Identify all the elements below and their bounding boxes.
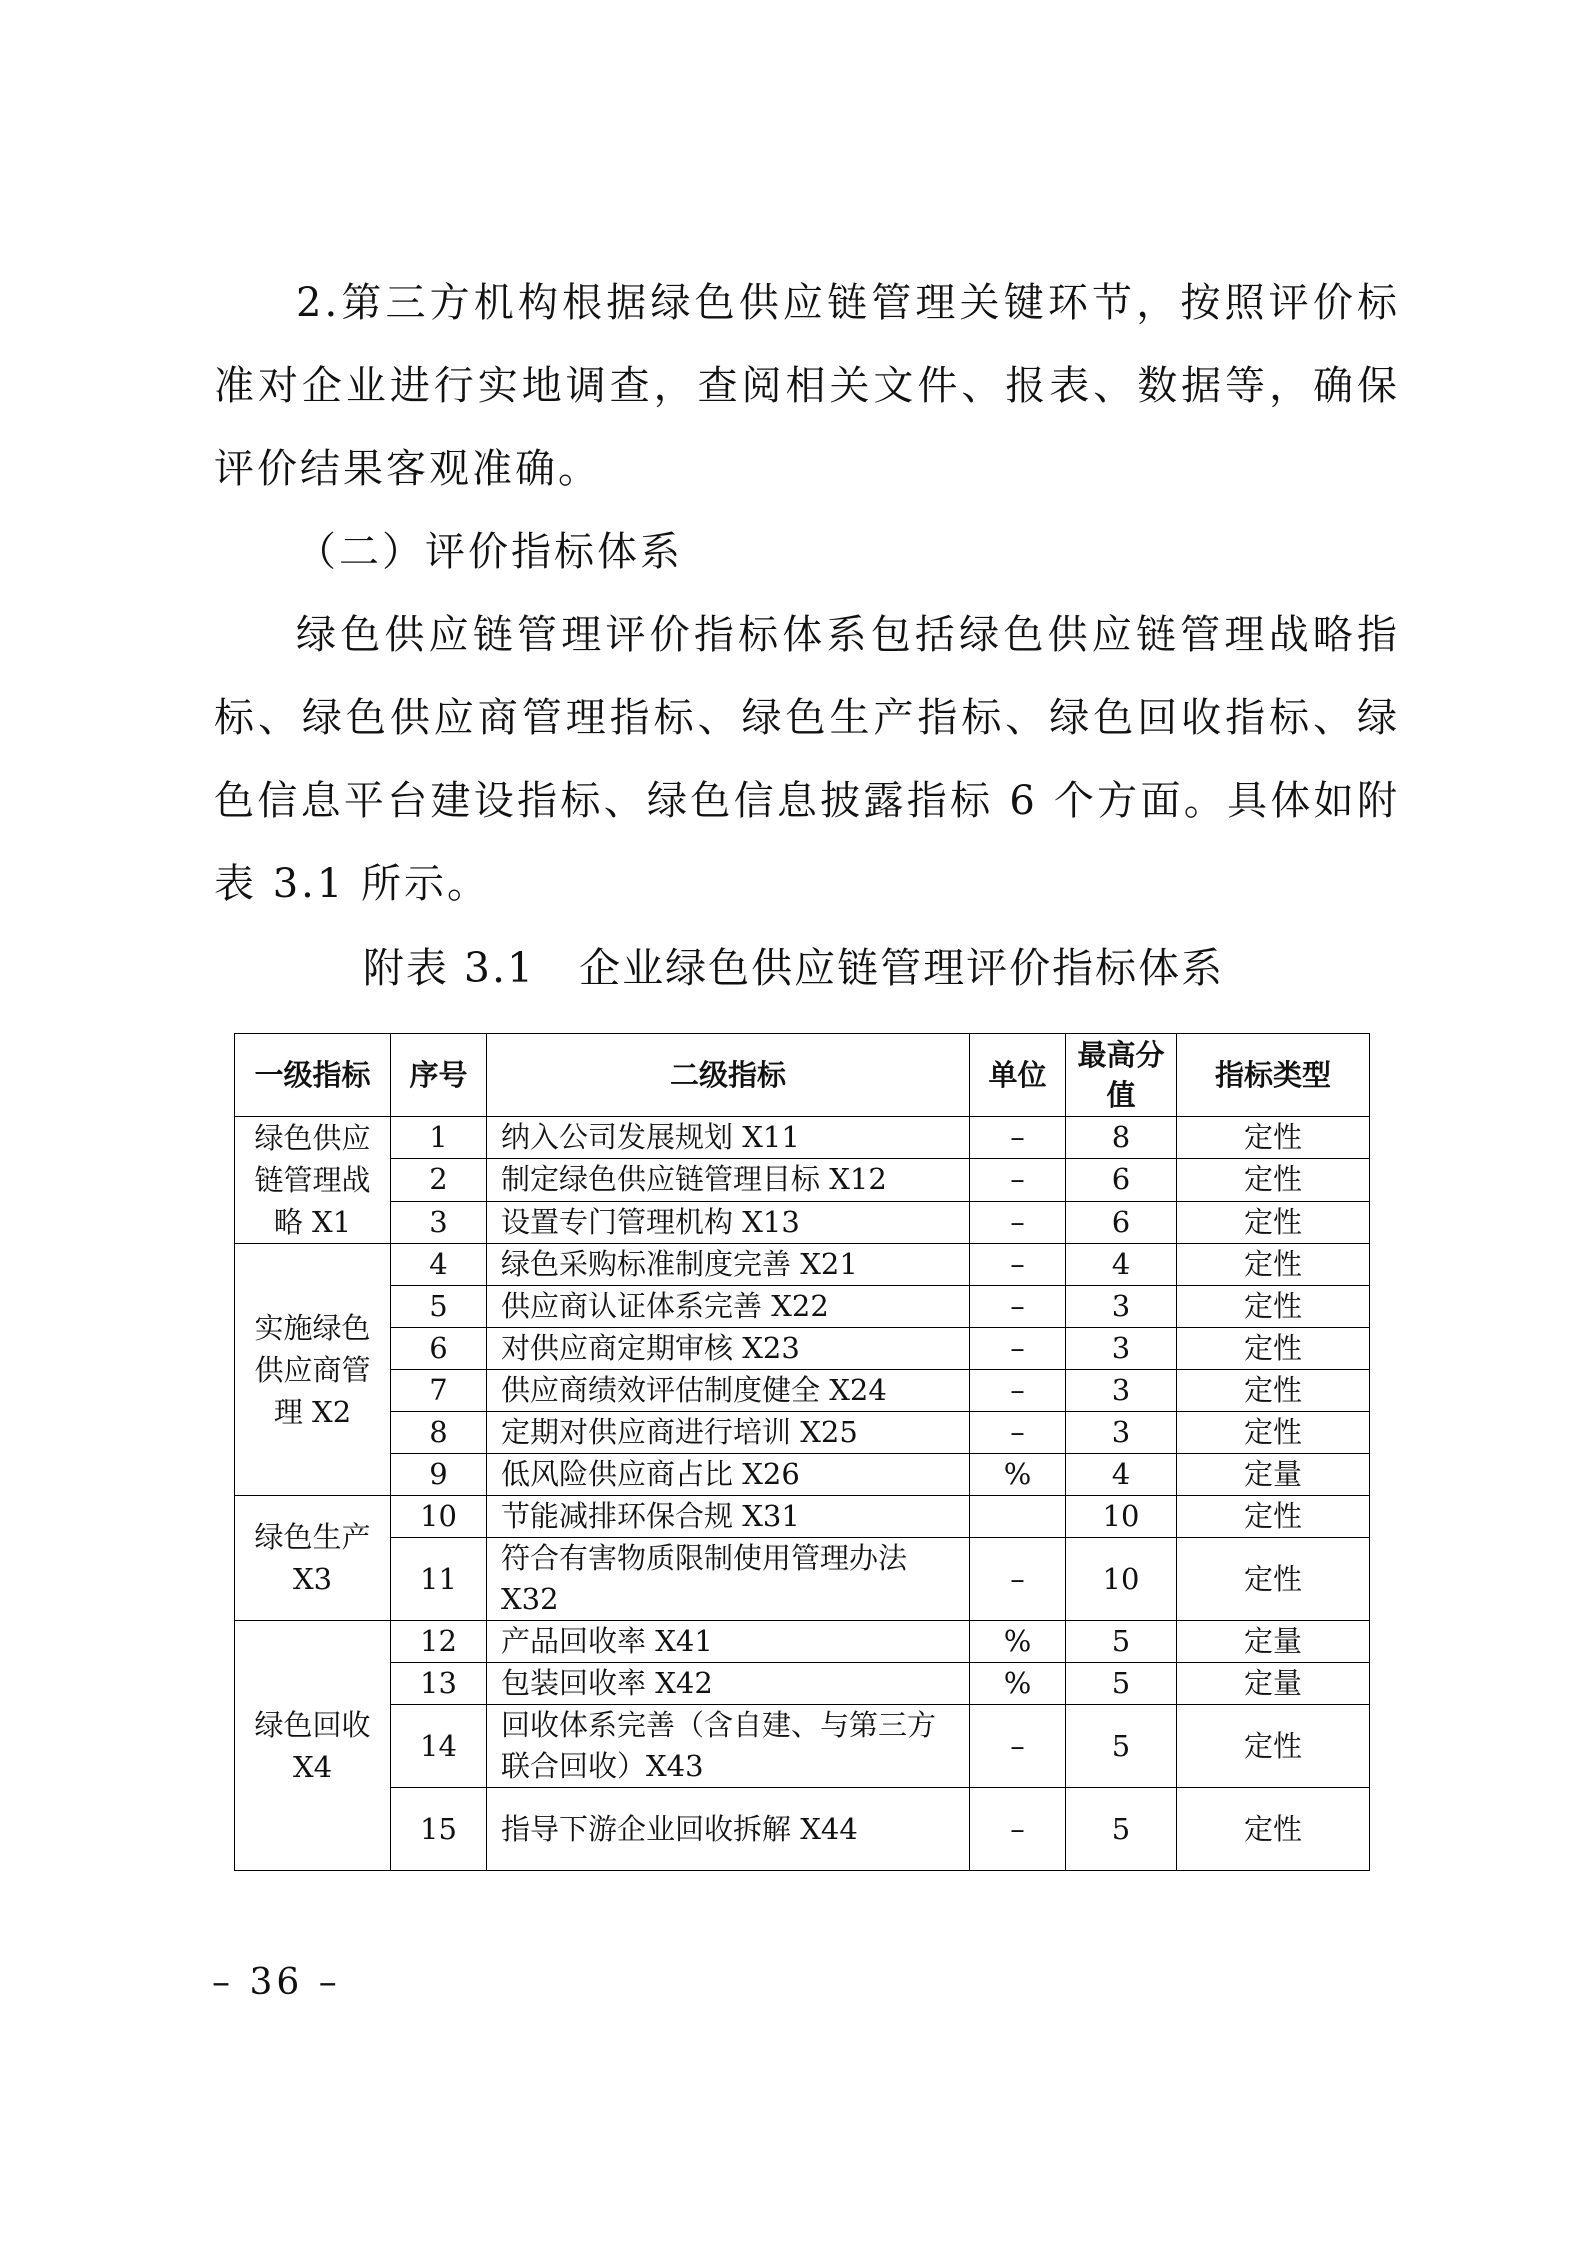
group-cell: 实施绿色供应商管理 X2 bbox=[235, 1244, 391, 1496]
type-cell: 定性 bbox=[1177, 1538, 1370, 1621]
seq-cell: 1 bbox=[391, 1117, 487, 1159]
max-score-cell: 5 bbox=[1066, 1621, 1177, 1663]
max-score-cell: 3 bbox=[1066, 1328, 1177, 1370]
type-cell: 定性 bbox=[1177, 1370, 1370, 1412]
indicator-name-cell: 符合有害物质限制使用管理办法 X32 bbox=[487, 1538, 970, 1621]
max-score-cell: 10 bbox=[1066, 1496, 1177, 1538]
indicator-table bbox=[234, 1033, 1370, 1871]
unit-cell: – bbox=[970, 1705, 1066, 1788]
seq-cell: 9 bbox=[391, 1454, 487, 1496]
table-header-row bbox=[235, 1034, 1370, 1117]
type-cell: 定性 bbox=[1177, 1328, 1370, 1370]
unit-cell: – bbox=[970, 1286, 1066, 1328]
indicator-name-cell: 指导下游企业回收拆解 X44 bbox=[487, 1788, 970, 1871]
type-cell: 定性 bbox=[1177, 1496, 1370, 1538]
seq-cell: 10 bbox=[391, 1496, 487, 1538]
max-score-cell: 6 bbox=[1066, 1159, 1177, 1201]
unit-cell: – bbox=[970, 1159, 1066, 1201]
unit-cell: – bbox=[970, 1788, 1066, 1871]
indicator-name-cell: 低风险供应商占比 X26 bbox=[487, 1454, 970, 1496]
type-cell: 定性 bbox=[1177, 1412, 1370, 1454]
type-cell: 定量 bbox=[1177, 1454, 1370, 1496]
table-row bbox=[235, 1412, 1370, 1454]
group-cell: 绿色供应链管理战略 X1 bbox=[235, 1117, 391, 1244]
seq-cell: 4 bbox=[391, 1244, 487, 1286]
table-row bbox=[235, 1159, 1370, 1201]
table-caption bbox=[0, 935, 1587, 994]
table-row bbox=[235, 1286, 1370, 1328]
section-heading: （二）评价指标体系 bbox=[296, 529, 683, 575]
indicator-name-cell: 绿色采购标准制度完善 X21 bbox=[487, 1244, 970, 1286]
unit-cell bbox=[970, 1496, 1066, 1538]
max-score-cell: 5 bbox=[1066, 1663, 1177, 1705]
max-score-cell: 10 bbox=[1066, 1538, 1177, 1621]
max-score-cell: 6 bbox=[1066, 1201, 1177, 1243]
table-row bbox=[235, 1663, 1370, 1705]
table-row bbox=[235, 1201, 1370, 1243]
max-score-cell: 3 bbox=[1066, 1412, 1177, 1454]
max-score-cell: 3 bbox=[1066, 1286, 1177, 1328]
indicator-name-cell: 回收体系完善（含自建、与第三方联合回收）X43 bbox=[487, 1705, 970, 1788]
header-level2: 二级指标 bbox=[487, 1034, 970, 1117]
seq-cell: 5 bbox=[391, 1286, 487, 1328]
max-score-cell: 3 bbox=[1066, 1370, 1177, 1412]
table-row bbox=[235, 1621, 1370, 1663]
table-row bbox=[235, 1705, 1370, 1788]
seq-cell: 11 bbox=[391, 1538, 487, 1621]
seq-cell: 13 bbox=[391, 1663, 487, 1705]
type-cell: 定性 bbox=[1177, 1159, 1370, 1201]
header-level1: 一级指标 bbox=[235, 1034, 391, 1117]
page-number: – 36 – bbox=[212, 1962, 341, 2003]
header-unit: 单位 bbox=[970, 1034, 1066, 1117]
header-type: 指标类型 bbox=[1177, 1034, 1370, 1117]
seq-cell: 3 bbox=[391, 1201, 487, 1243]
max-score-cell: 5 bbox=[1066, 1788, 1177, 1871]
unit-cell: – bbox=[970, 1370, 1066, 1412]
indicator-name-cell: 设置专门管理机构 X13 bbox=[487, 1201, 970, 1243]
type-cell: 定性 bbox=[1177, 1117, 1370, 1159]
paragraph-evaluation-method: 2.第三方机构根据绿色供应链管理关键环节，按照评价标准对企业进行实地调查，查阅相关文件、报表、数据等，确保评价结果客观准确。 bbox=[214, 280, 1400, 492]
type-cell: 定性 bbox=[1177, 1788, 1370, 1871]
seq-cell: 15 bbox=[391, 1788, 487, 1871]
type-cell: 定量 bbox=[1177, 1663, 1370, 1705]
max-score-cell: 5 bbox=[1066, 1705, 1177, 1788]
unit-cell: – bbox=[970, 1244, 1066, 1286]
paragraph-indicator-system: 绿色供应链管理评价指标体系包括绿色供应链管理战略指标、绿色供应商管理指标、绿色生产指标、绿色回收指标、绿色信息平台建设指标、绿色信息披露指标 6 个方面。具体如附表 3.1 所示。 bbox=[214, 612, 1400, 907]
unit-cell: – bbox=[970, 1201, 1066, 1243]
header-seq: 序号 bbox=[391, 1034, 487, 1117]
group-cell: 绿色回收X4 bbox=[235, 1621, 391, 1871]
indicator-name-cell: 对供应商定期审核 X23 bbox=[487, 1328, 970, 1370]
table-row bbox=[235, 1328, 1370, 1370]
indicator-name-cell: 供应商绩效评估制度健全 X24 bbox=[487, 1370, 970, 1412]
table-caption-title: 企业绿色供应链管理评价指标体系 bbox=[579, 944, 1225, 992]
seq-cell: 12 bbox=[391, 1621, 487, 1663]
seq-cell: 8 bbox=[391, 1412, 487, 1454]
unit-cell: % bbox=[970, 1663, 1066, 1705]
type-cell: 定性 bbox=[1177, 1244, 1370, 1286]
indicator-name-cell: 定期对供应商进行培训 X25 bbox=[487, 1412, 970, 1454]
unit-cell: % bbox=[970, 1621, 1066, 1663]
seq-cell: 14 bbox=[391, 1705, 487, 1788]
indicator-name-cell: 产品回收率 X41 bbox=[487, 1621, 970, 1663]
table-row bbox=[235, 1538, 1370, 1621]
unit-cell: – bbox=[970, 1117, 1066, 1159]
table-caption-label: 附表 3.1 bbox=[362, 944, 536, 992]
group-cell: 绿色生产X3 bbox=[235, 1496, 391, 1621]
table-row bbox=[235, 1370, 1370, 1412]
indicator-name-cell: 节能减排环保合规 X31 bbox=[487, 1496, 970, 1538]
unit-cell: % bbox=[970, 1454, 1066, 1496]
unit-cell: – bbox=[970, 1328, 1066, 1370]
unit-cell: – bbox=[970, 1538, 1066, 1621]
table-row bbox=[235, 1454, 1370, 1496]
type-cell: 定量 bbox=[1177, 1621, 1370, 1663]
max-score-cell: 4 bbox=[1066, 1454, 1177, 1496]
seq-cell: 6 bbox=[391, 1328, 487, 1370]
unit-cell: – bbox=[970, 1412, 1066, 1454]
type-cell: 定性 bbox=[1177, 1286, 1370, 1328]
header-max-score: 最高分值 bbox=[1066, 1034, 1177, 1117]
table-row bbox=[235, 1117, 1370, 1159]
indicator-name-cell: 纳入公司发展规划 X11 bbox=[487, 1117, 970, 1159]
indicator-name-cell: 包装回收率 X42 bbox=[487, 1663, 970, 1705]
table-row bbox=[235, 1496, 1370, 1538]
seq-cell: 7 bbox=[391, 1370, 487, 1412]
type-cell: 定性 bbox=[1177, 1201, 1370, 1243]
seq-cell: 2 bbox=[391, 1159, 487, 1201]
indicator-name-cell: 供应商认证体系完善 X22 bbox=[487, 1286, 970, 1328]
max-score-cell: 8 bbox=[1066, 1117, 1177, 1159]
type-cell: 定性 bbox=[1177, 1705, 1370, 1788]
table-row bbox=[235, 1244, 1370, 1286]
max-score-cell: 4 bbox=[1066, 1244, 1177, 1286]
table-row bbox=[235, 1788, 1370, 1871]
indicator-name-cell: 制定绿色供应链管理目标 X12 bbox=[487, 1159, 970, 1201]
